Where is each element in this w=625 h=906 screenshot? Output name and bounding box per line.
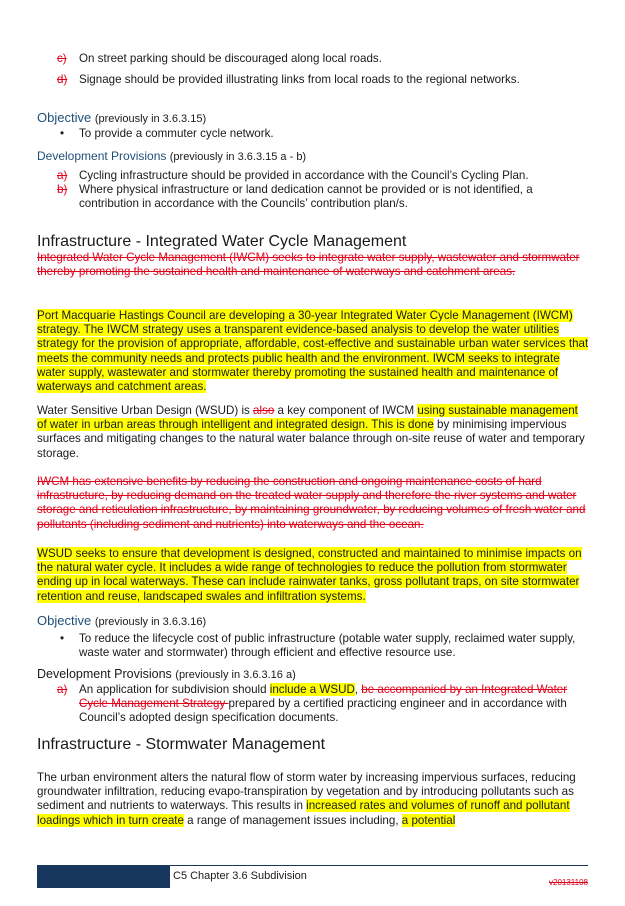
- wsud-paragraph: [37, 404, 589, 461]
- development-provisions-heading: [37, 149, 306, 163]
- text-run: prepared by a certified practicing engineer and in accordance with Council’s adopted design specification documents.: [79, 697, 567, 724]
- highlighted-text: include a WSUD: [269, 683, 355, 696]
- text-run: a key component of IWCM: [274, 404, 418, 417]
- bullet-icon: •: [60, 632, 65, 645]
- footer-chapter-title: C5 Chapter 3.6 Subdivision: [173, 870, 307, 882]
- bullet-icon: •: [60, 127, 65, 140]
- text-run: The urban environment alters the natural flow of storm water by increasing impervious surfaces, reducing groundwater infiltration, reducing evapo-transpiration by vegetation and by introducing pollutants such as sediment and nutrients to waterways. This results in: [37, 771, 576, 813]
- text-run: ,: [354, 683, 362, 696]
- list-marker: a): [57, 169, 68, 182]
- list-item-text: Cycling infrastructure should be provided in accordance with the Council’s Cycling Plan.: [79, 169, 529, 182]
- wsud-new-paragraph: [37, 547, 589, 604]
- objective-label: Objective: [37, 613, 92, 628]
- objective-prev-ref: (previously in 3.6.3.16): [94, 616, 207, 628]
- text-run: a range of management issues including,: [183, 813, 402, 827]
- text-run: Water Sensitive Urban Design (WSUD) is: [37, 404, 254, 417]
- section-heading-stormwater: Infrastructure - Stormwater Management: [37, 736, 326, 753]
- list-marker: a): [57, 683, 68, 696]
- list-marker: c): [57, 52, 67, 65]
- dp-label: Development Provisions: [37, 667, 172, 681]
- iwcm-strategy-paragraph: [37, 309, 589, 394]
- stormwater-paragraph: [37, 771, 589, 828]
- highlighted-text: Port Macquarie Hastings Council are developing a 30-year Integrated Water Cycle Management (IWCM) strategy. The IWCM strategy uses a transparent evidence-based analysis to develop the water utilities strategy for the provision of appropriate, affordable, cost-effective and sustainable urban water services that meets the community needs and protects public health and the environment. IWCM seeks to integrate water supply, wastewater and stormwater thereby promoting the sustained health and maintenance of waterways and catchment areas.: [37, 309, 589, 394]
- footer-bar: [37, 865, 170, 888]
- list-marker: b): [57, 183, 68, 196]
- text-run: by minimising impervious surfaces and mitigating changes to the natural water balance through on-site reuse of water and temporary storage.: [37, 418, 585, 460]
- deleted-text: also: [253, 404, 275, 417]
- footer-version: v20131108: [549, 878, 588, 887]
- list-item-text: Where physical infrastructure or land dedication cannot be provided or is not identified, a contribution in accordance with the Councils’ contribution plan/s.: [79, 183, 533, 210]
- objective-prev-ref: (previously in 3.6.3.15): [94, 113, 207, 125]
- objective-label: Objective: [37, 110, 92, 125]
- highlighted-text: increased rates and volumes of runoff and pollutant loadings which in turn create: [37, 799, 570, 827]
- bullet-text: To reduce the lifecycle cost of public infrastructure (potable water supply, reclaimed water supply, waste water and stormwater) through efficient and effective resource use.: [79, 632, 576, 659]
- list-item-text: On street parking should be discouraged along local roads.: [79, 52, 382, 65]
- highlighted-text: a potential: [401, 813, 456, 827]
- deleted-benefits-paragraph: IWCM has extensive benefits by reducing the construction and ongoing maintenance costs of hard infrastructure, by reducing demand on the treated water supply and therefore the river systems and water storage and reticulation infrastructure, by maintaining groundwater, by reducing volumes of fresh water and pollutants (including sediment and nutrients) into waterways and the ocean.: [37, 475, 586, 531]
- list-item-text: Signage should be provided illustrating links from local roads to the regional networks.: [79, 73, 520, 86]
- dp-prev-ref: (previously in 3.6.3.16 a): [175, 669, 296, 681]
- bullet-text: To provide a commuter cycle network.: [79, 127, 274, 140]
- objective-heading: [37, 110, 206, 125]
- section-heading-iwcm: Infrastructure - Integrated Water Cycle Management: [37, 233, 407, 250]
- list-item-text: [79, 683, 589, 725]
- deleted-intro-paragraph: Integrated Water Cycle Management (IWCM) seeks to integrate water supply, wastewater and stormwater thereby promoting the sustained health and maintenance of waterways and catchment areas.: [37, 251, 580, 279]
- highlighted-text: using sustainable management of water in urban areas through intelligent and integrated design. This is done: [37, 404, 578, 432]
- objective-heading: [37, 613, 206, 628]
- footer-divider: [170, 865, 588, 866]
- highlighted-text: WSUD seeks to ensure that development is designed, constructed and maintained to minimise impacts on the natural water cycle. It includes a wide range of technologies to reduce the pollution from stormwater ending up in local waterways. These can include rainwater tanks, gross pollutant traps, on site stormwater retention and reuse, landscaped swales and infiltration systems.: [37, 547, 582, 603]
- dp-label: Development Provisions: [37, 149, 167, 163]
- text-run: An application for subdivision should: [79, 683, 270, 696]
- dp-prev-ref: (previously in 3.6.3.15 a - b): [169, 151, 307, 163]
- development-provisions-heading: [37, 667, 296, 681]
- list-marker: d): [57, 73, 68, 86]
- deleted-text: be accompanied by an Integrated Water Cycle Management Strategy: [79, 683, 568, 710]
